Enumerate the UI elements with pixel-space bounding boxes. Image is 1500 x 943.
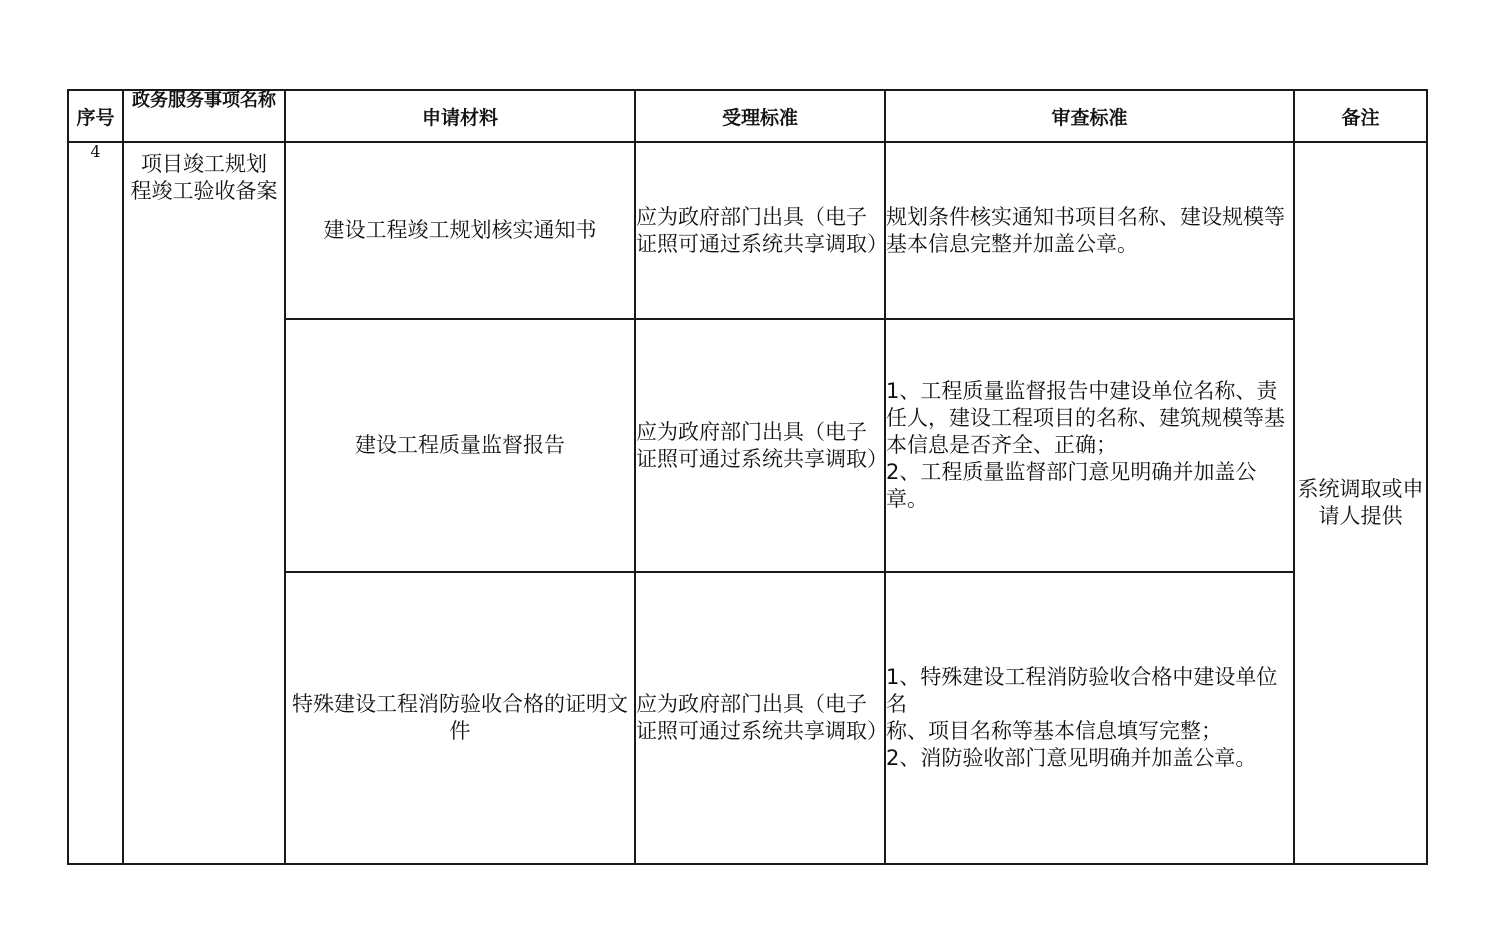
acceptance-cell: 应为政府部门出具（电子证照可通过系统共享调取） bbox=[635, 319, 885, 572]
item-seq: 4 bbox=[68, 142, 123, 864]
header-seq: 序号 bbox=[68, 90, 123, 142]
review-cell: 规划条件核实通知书项目名称、建设规模等基本信息完整并加盖公章。 bbox=[885, 142, 1294, 319]
header-review: 审查标准 bbox=[885, 90, 1294, 142]
header-remarks: 备注 bbox=[1294, 90, 1427, 142]
material-cell: 建设工程质量监督报告 bbox=[285, 319, 635, 572]
header-item-name: 政务服务事项名称 bbox=[123, 90, 285, 142]
remarks-cell: 系统调取或申请人提供 bbox=[1294, 142, 1427, 864]
item-name-line: 项目竣工规划 bbox=[141, 152, 267, 176]
item-name bbox=[124, 143, 284, 205]
material-cell: 建设工程竣工规划核实通知书 bbox=[285, 142, 635, 319]
service-items-table bbox=[67, 89, 1428, 865]
review-cell: 1、工程质量监督报告中建设单位名称、责任人，建设工程项目的名称、建筑规模等基本信息是否齐全、正确； 2、工程质量监督部门意见明确并加盖公章。 bbox=[885, 319, 1294, 572]
review-cell: 1、特殊建设工程消防验收合格中建设单位名 称、项目名称等基本信息填写完整； 2、消防验收部门意见明确并加盖公章。 bbox=[885, 572, 1294, 864]
table-header-row bbox=[68, 90, 1427, 142]
header-materials: 申请材料 bbox=[285, 90, 635, 142]
header-acceptance: 受理标准 bbox=[635, 90, 885, 142]
acceptance-cell: 应为政府部门出具（电子证照可通过系统共享调取） bbox=[635, 572, 885, 864]
table-row bbox=[68, 142, 1427, 319]
item-name-cell bbox=[123, 142, 285, 864]
acceptance-cell: 应为政府部门出具（电子证照可通过系统共享调取） bbox=[635, 142, 885, 319]
item-name-line: 程竣工验收备案 bbox=[130, 179, 278, 203]
material-cell: 特殊建设工程消防验收合格的证明文件 bbox=[285, 572, 635, 864]
